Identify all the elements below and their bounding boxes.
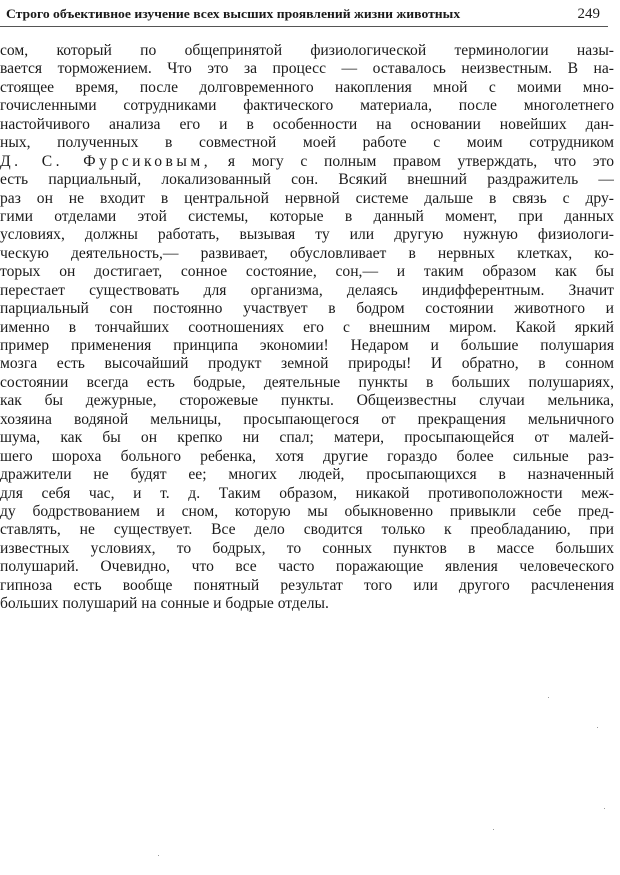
text-line: есть парциальный, локализованный сон. Всякий внешний раздражитель — — [0, 171, 614, 189]
text-line: полушарий. Очевидно, что все часто поражающие явления человеческого — [0, 558, 614, 576]
text-line-rest: я могу с полным правом утверждать, что это — [211, 152, 614, 170]
text-line: для себя час, и т. д. Таким образом, никакой противоположности меж- — [0, 484, 614, 502]
text-line: раз он не входит в центральной нервной системе дальше в связь с дру- — [0, 189, 614, 207]
text-line: сом, который по общепринятой физиологической терминологии назы- — [0, 42, 614, 59]
running-head — [0, 4, 604, 26]
text-line: ных, полученных в совместной моей работе с моим сотрудником — [0, 134, 614, 152]
running-head-title: Строго объективное изучение всех высших проявлений жизни животных — [6, 6, 461, 21]
scan-speck — [493, 829, 494, 830]
text-line: ставлять, не существует. Все дело сводится только к преобладанию, при — [0, 521, 614, 539]
text-line: парциальный сон постоянно участвует в бодром состоянии животного и — [0, 300, 614, 318]
text-line: ду бодрствованием и сном, которую мы обыкновенно привыкли себе пред- — [0, 502, 614, 520]
text-line: именно в тончайших соотношениях его с внешним миром. Какой яркий — [0, 318, 614, 336]
header-rule — [0, 26, 608, 27]
scan-speck — [597, 727, 598, 728]
page-number: 249 — [577, 6, 600, 22]
text-line: гочисленными сотрудниками фактического материала, после многолетнего — [0, 97, 614, 115]
text-line: дражители не будят ее; многих людей, просыпающихся в назначенный — [0, 466, 614, 484]
text-line: настойчивого анализа его и в особенности на основании новейших дан- — [0, 115, 614, 133]
text-line: шума, как бы он крепко ни спал; матери, просыпающейся от малей- — [0, 429, 614, 447]
text-line: известных условиях, то бодрых, то сонных пунктов в массе больших — [0, 539, 614, 557]
text-line: условиях, должны работать, вызывая ту или другую нужную физиологи- — [0, 226, 614, 244]
text-line: пример применения принципа экономии! Недаром и большие полушария — [0, 337, 614, 354]
text-line: шего шороха больного ребенка, хотя другие гораздо более сильные раз- — [0, 447, 614, 465]
text-line: гими отделами этой системы, которые в данный момент, при данных — [0, 207, 614, 225]
text-line: торых он достигает, сонное состояние, сон,— и таким образом как бы — [0, 263, 614, 281]
text-line: стоящее время, после долговременного накопления мной с моими мно- — [0, 78, 614, 96]
text-line: как бы дежурные, сторожевые пункты. Общеизвестны случаи мельника, — [0, 392, 614, 410]
body-text — [0, 42, 614, 614]
scan-speck — [158, 855, 159, 856]
scan-speck — [604, 808, 605, 809]
scan-speck — [548, 697, 549, 698]
text-line: мозга есть высочайший продукт земной природы! И обратно, в сонном — [0, 355, 614, 373]
text-line-with-name — [0, 153, 614, 171]
text-line-last: больших полушарий на сонные и бодрые отделы. — [0, 595, 329, 613]
text-line: вается торможением. Что это за процесс — оставалось неизвестным. В на- — [0, 60, 614, 78]
text-line: гипноза есть вообще понятный результат того или другого расчленения — [0, 576, 614, 594]
text-line: ческую деятельность,— развивает, обусловливает в нервных клетках, ко- — [0, 244, 614, 262]
person-name: Д. С. Фурсиковым, — [0, 152, 212, 170]
text-line: состоянии всегда есть бодрые, деятельные пункты в больших полушариях, — [0, 373, 614, 391]
text-line: перестает существовать для организма, делаясь индифферентным. Значит — [0, 281, 614, 299]
text-line: хозяина водяной мельницы, просыпающегося от прекращения мельничного — [0, 410, 614, 428]
